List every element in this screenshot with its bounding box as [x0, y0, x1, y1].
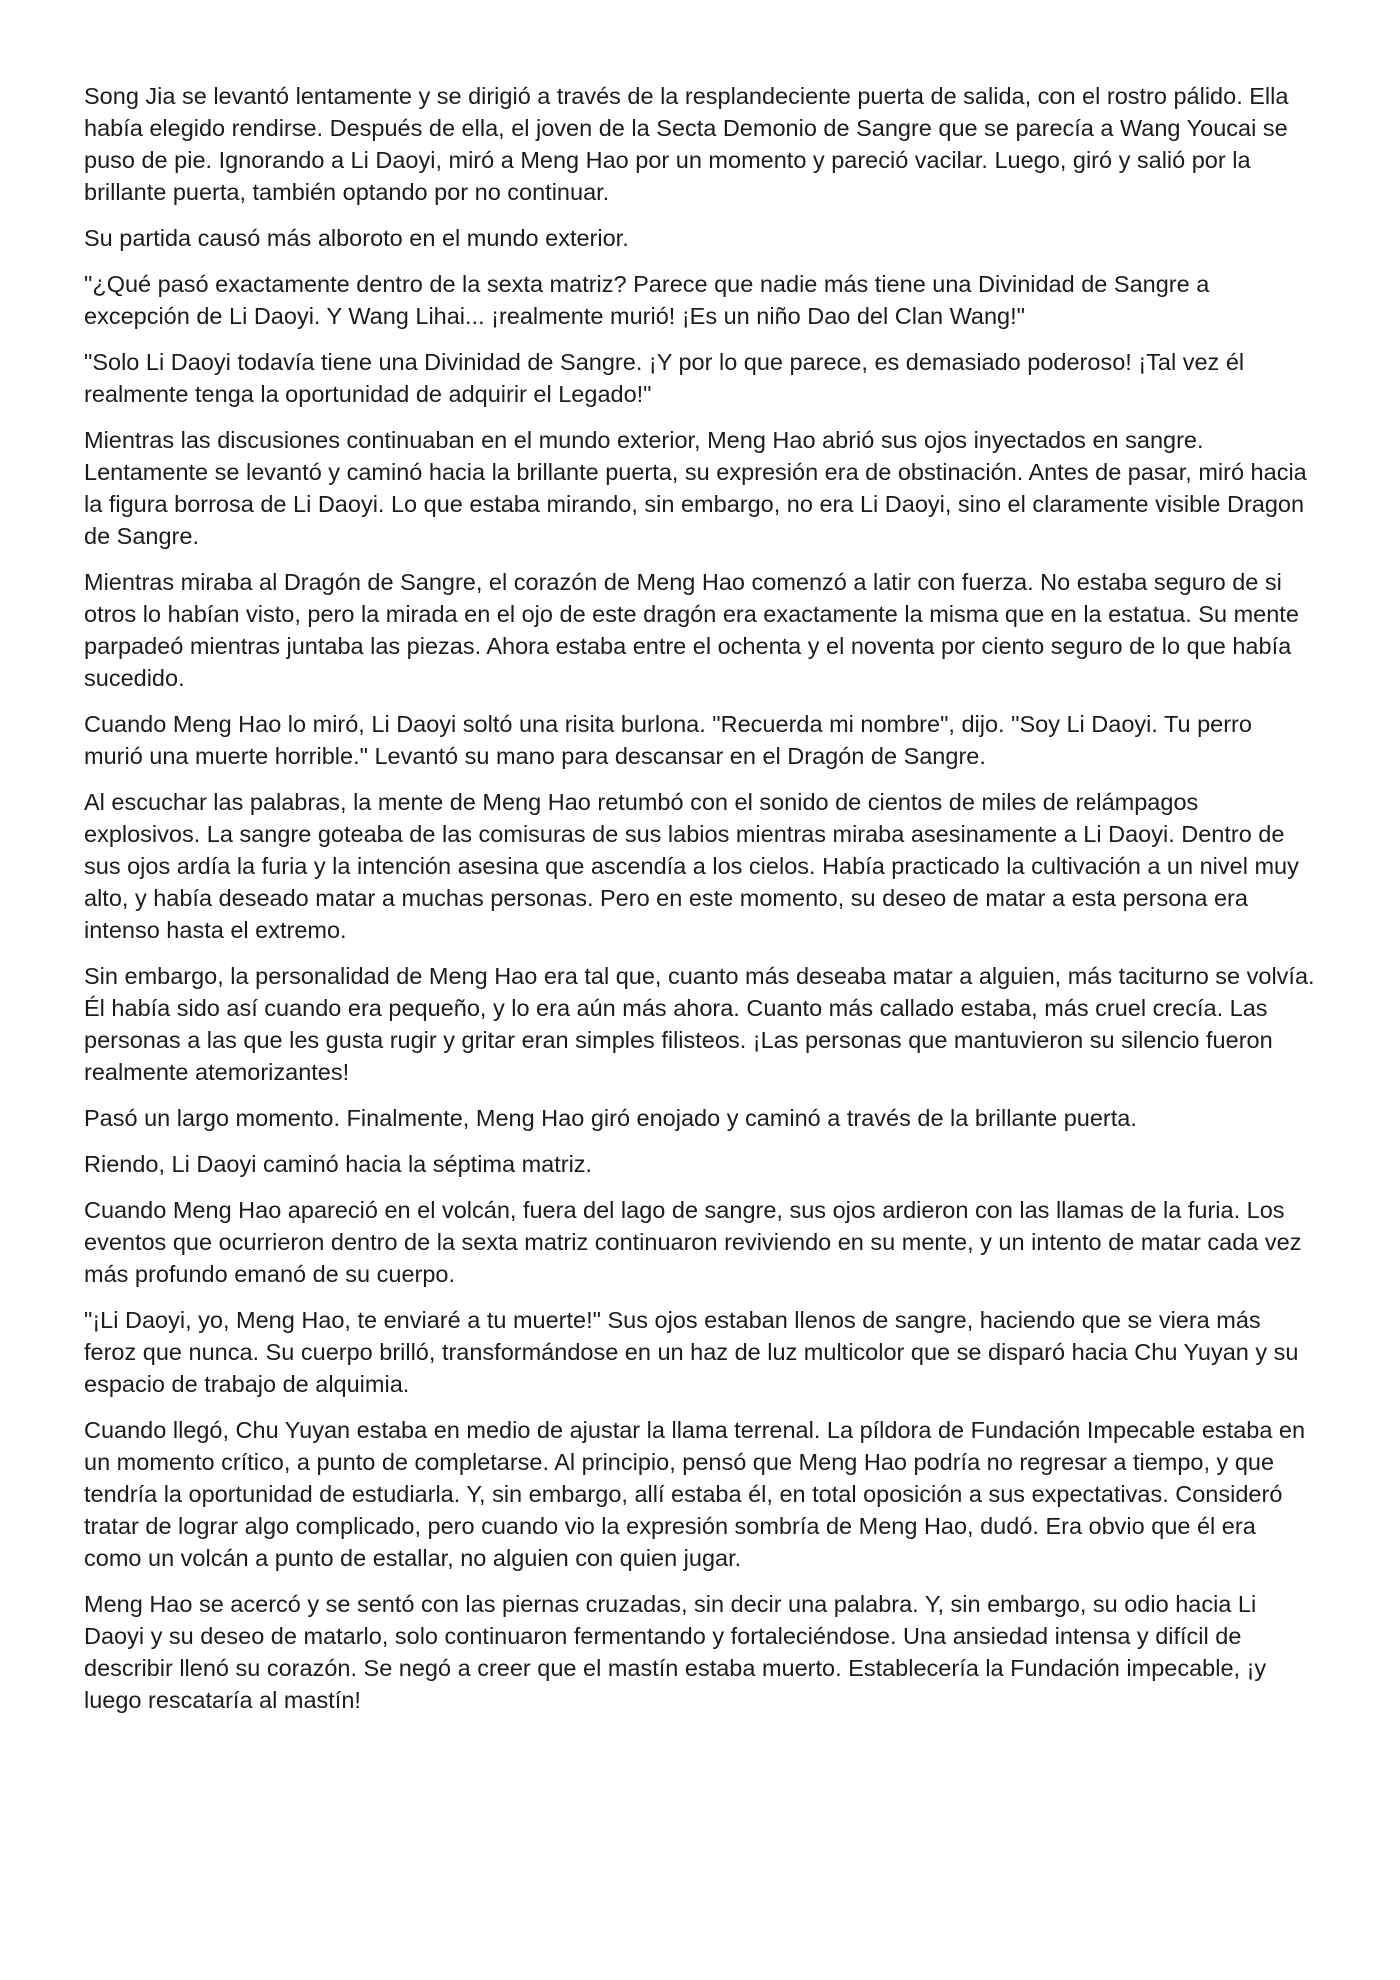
paragraph: Pasó un largo momento. Finalmente, Meng Hao giró enojado y caminó a través de la brillante puerta.: [84, 1105, 1137, 1131]
paragraph: "¡Li Daoyi, yo, Meng Hao, te enviaré a tu muerte!" Sus ojos estaban llenos de sangre, haciendo que se viera más feroz que nunca. Su cuerpo brilló, transformándose en un haz de luz multicolor que se disparó hacia Chu Yuyan y su espacio de trabajo de alquimia.: [84, 1307, 1299, 1397]
document-page: [84, 80, 1316, 1730]
paragraph: Cuando Meng Hao lo miró, Li Daoyi soltó una risita burlona. "Recuerda mi nombre", dijo. "Soy Li Daoyi. Tu perro murió una muerte horrible." Levantó su mano para descansar en el Dragón de Sangre.: [84, 711, 1252, 769]
paragraph: Cuando llegó, Chu Yuyan estaba en medio de ajustar la llama terrenal. La píldora de Fundación Impecable estaba en un momento crítico, a punto de completarse. Al principio, pensó que Meng Hao podría no regresar a tiempo, y que tendría la oportunidad de estudiarla. Y, sin embargo, allí estaba él, en total oposición a sus expectativas. Consideró tratar de lograr algo complicado, pero cuando vio la expresión sombría de Meng Hao, dudó. Era obvio que él era como un volcán a punto de estallar, no alguien con quien jugar.: [84, 1417, 1306, 1571]
paragraph: Song Jia se levantó lentamente y se dirigió a través de la resplandeciente puerta de salida, con el rostro pálido. Ella había elegido rendirse. Después de ella, el joven de la Secta Demonio de Sangre que se parecía a Wang Youcai se puso de pie. Ignorando a Li Daoyi, miró a Meng Hao por un momento y pareció vacilar. Luego, giró y salió por la brillante puerta, también optando por no continuar.: [84, 83, 1289, 205]
paragraph: Mientras miraba al Dragón de Sangre, el corazón de Meng Hao comenzó a latir con fuerza. No estaba seguro de si otros lo habían visto, pero la mirada en el ojo de este dragón era exactamente la misma que en la estatua. Su mente parpadeó mientras juntaba las piezas. Ahora estaba entre el ochenta y el noventa por ciento seguro de lo que había sucedido.: [84, 569, 1299, 691]
paragraph: Su partida causó más alboroto en el mundo exterior.: [84, 225, 629, 251]
paragraph: Meng Hao se acercó y se sentó con las piernas cruzadas, sin decir una palabra. Y, sin embargo, su odio hacia Li Daoyi y su deseo de matarlo, solo continuaron fermentando y fortaleciéndose. Una ansiedad intensa y difícil de describir llenó su corazón. Se negó a creer que el mastín estaba muerto. Establecería la Fundación impecable, ¡y luego rescataría al mastín!: [84, 1591, 1267, 1713]
paragraph: "¿Qué pasó exactamente dentro de la sexta matriz? Parece que nadie más tiene una Divinidad de Sangre a excepción de Li Daoyi. Y Wang Lihai... ¡realmente murió! ¡Es un niño Dao del Clan Wang!": [84, 271, 1210, 329]
paragraph: Cuando Meng Hao apareció en el volcán, fuera del lago de sangre, sus ojos ardieron con las llamas de la furia. Los eventos que ocurrieron dentro de la sexta matriz continuaron reviviendo en su mente, y un intento de matar cada vez más profundo emanó de su cuerpo.: [84, 1197, 1302, 1287]
paragraph: Al escuchar las palabras, la mente de Meng Hao retumbó con el sonido de cientos de miles de relámpagos explosivos. La sangre goteaba de las comisuras de sus labios mientras miraba asesinamente a Li Daoyi. Dentro de sus ojos ardía la furia y la intención asesina que ascendía a los cielos. Había practicado la cultivación a un nivel muy alto, y había deseado matar a muchas personas. Pero en este momento, su deseo de matar a esta persona era intenso hasta el extremo.: [84, 789, 1299, 943]
paragraph: Riendo, Li Daoyi caminó hacia la séptima matriz.: [84, 1151, 593, 1177]
paragraph: Sin embargo, la personalidad de Meng Hao era tal que, cuanto más deseaba matar a alguien, más taciturno se volvía. Él había sido así cuando era pequeño, y lo era aún más ahora. Cuanto más callado estaba, más cruel crecía. Las personas a las que les gusta rugir y gritar eran simples filisteos. ¡Las personas que mantuvieron su silencio fueron realmente atemorizantes!: [84, 963, 1315, 1085]
paragraph: "Solo Li Daoyi todavía tiene una Divinidad de Sangre. ¡Y por lo que parece, es demasiado poderoso! ¡Tal vez él realmente tenga la oportunidad de adquirir el Legado!": [84, 349, 1245, 407]
paragraph: Mientras las discusiones continuaban en el mundo exterior, Meng Hao abrió sus ojos inyectados en sangre. Lentamente se levantó y caminó hacia la brillante puerta, su expresión era de obstinación. Antes de pasar, miró hacia la figura borrosa de Li Daoyi. Lo que estaba mirando, sin embargo, no era Li Daoyi, sino el claramente visible Dragon de Sangre.: [84, 427, 1307, 549]
